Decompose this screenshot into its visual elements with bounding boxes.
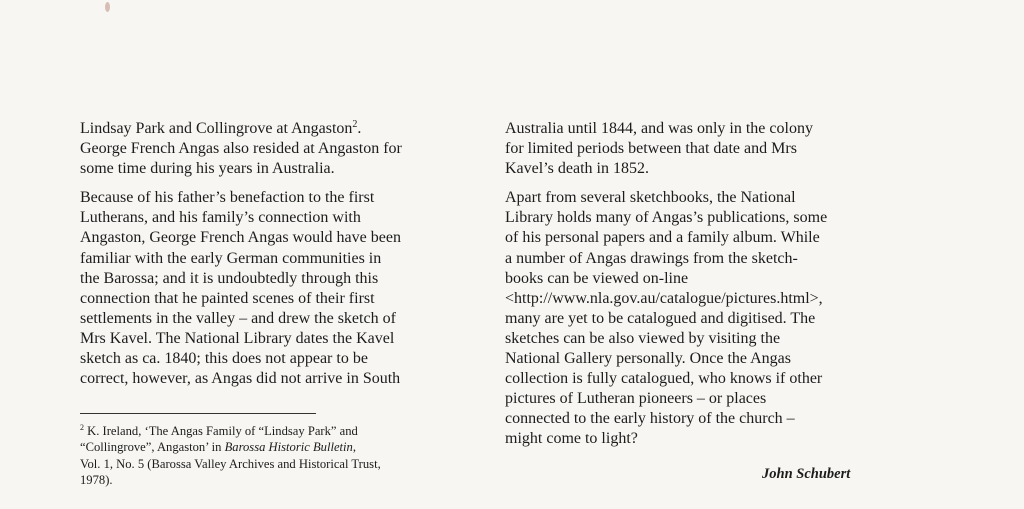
text-line: George French Angas also resided at Angaston for: [80, 140, 402, 158]
text-line: connection that he painted scenes of their first: [80, 289, 375, 307]
text-line: pictures of Lutheran pioneers – or places: [505, 390, 767, 408]
text-line: familiar with the early German communities in: [80, 249, 382, 267]
footnote: [80, 423, 480, 489]
right-column: [505, 119, 905, 450]
text-line: Angaston, George French Angas would have been: [80, 229, 401, 247]
text-line: Kavel’s death in 1852.: [505, 160, 649, 178]
text-line: connected to the early history of the church –: [505, 410, 795, 428]
text-line: sketches can be also viewed by visiting the: [505, 329, 781, 347]
footnote-line: 1978).: [80, 473, 113, 488]
text-line: Lindsay Park and Collingrove at Angaston$^2$.: [80, 119, 362, 137]
text-line: some time during his years in Australia.: [80, 160, 335, 178]
text-line: of his personal papers and a family album. While: [505, 229, 820, 247]
text-line: many are yet to be catalogued and digitised. The: [505, 309, 816, 327]
text-line: Apart from several sketchbooks, the National: [505, 189, 796, 207]
text-line: might come to light?: [505, 430, 638, 448]
text-line: the Barossa; and it is undoubtedly through this: [80, 269, 379, 287]
publication-title: Barossa Historic Bulletin: [224, 440, 353, 455]
right-paragraph-1: [505, 119, 905, 179]
text-line: settlements in the valley – and drew the sketch of: [80, 309, 396, 327]
text-line: Australia until 1844, and was only in the colony: [505, 120, 813, 137]
text-line: correct, however, as Angas did not arrive in South: [80, 370, 401, 388]
text-line: Because of his father’s benefaction to the first: [80, 189, 375, 207]
text-line: National Gallery personally. Once the Angas: [505, 350, 791, 368]
text-line: Mrs Kavel. The National Library dates the Kavel: [80, 329, 395, 347]
text-line: books can be viewed on-line: [505, 269, 689, 287]
footnote-line: $^2$ K. Ireland, ‘The Angas Family of “Lindsay Park” and: [80, 423, 358, 438]
footnote-ref: 2: [352, 119, 358, 130]
left-paragraph-2: [80, 188, 480, 389]
text-line: a number of Angas drawings from the sketch-: [505, 249, 798, 267]
footnote-divider: [80, 413, 316, 414]
left-paragraph-1: [80, 119, 480, 179]
right-paragraph-2: [505, 188, 905, 449]
text-line: Library holds many of Angas’s publications, some: [505, 209, 828, 227]
text-line: collection is fully catalogued, who knows if other: [505, 370, 823, 388]
text-line: sketch as ca. 1840; this does not appear to be: [80, 350, 368, 368]
footnote-line: “Collingrove”, Angaston’ in Barossa Historic Bulletin,: [80, 440, 357, 455]
paper-speck: [105, 2, 110, 12]
author-signature: John Schubert: [762, 466, 851, 482]
left-column: [80, 119, 480, 389]
text-line: Lutherans, and his family’s connection with: [80, 209, 361, 227]
footnote-line: Vol. 1, No. 5 (Barossa Valley Archives and Historical Trust,: [80, 456, 381, 471]
url-text-line: <http://www.nla.gov.au/catalogue/pictures.html>,: [505, 289, 823, 307]
footnote-marker: 2: [80, 423, 84, 432]
text-line: for limited periods between that date and Mrs: [505, 140, 797, 158]
